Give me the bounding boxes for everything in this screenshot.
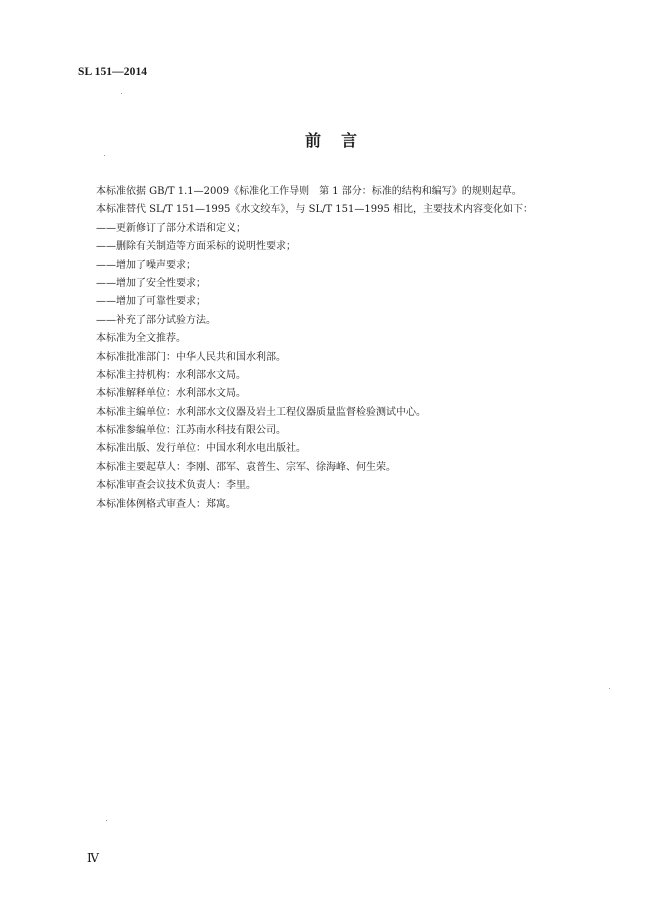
text-line: 本标准批准部门：中华人民共和国水利部。 [96,351,286,363]
text-line: 本标准依据 GB/T 1.1—2009《标准化工作导则 第 1 部分：标准的结构和编写》的规则起草。 [96,186,522,197]
text-line: 本标准体例格式审查人：郑寓。 [96,498,236,510]
change-item: ——增加了安全性要求； [96,277,206,289]
text-line: 本标准主编单位：水利部水文仪器及岩土工程仪器质量监督检验测试中心。 [96,406,426,418]
change-item: ——更新修订了部分术语和定义； [96,222,246,234]
scan-speck [106,820,107,821]
scan-speck [609,688,610,689]
change-item: ——增加了噪声要求； [96,259,196,271]
text-line: 本标准参编单位：江苏南水科技有限公司。 [96,425,286,437]
foreword-body [96,183,596,514]
text-line: 本标准为全文推荐。 [96,333,186,345]
change-item: ——删除有关制造等方面采标的说明性要求； [96,241,296,253]
text-line: 本标准主持机构：水利部水文局。 [96,369,246,381]
scan-speck [121,93,122,94]
page-title: 前言 [304,131,377,150]
text-line: 本标准主要起草人：李刚、邵军、袁普生、宗军、徐海峰、何生荣。 [96,461,396,473]
text-line: 本标准审查会议技术负责人：李里。 [96,480,256,492]
text-line: 本标准出版、发行单位：中国水利水电出版社。 [96,443,306,455]
change-item: ——补充了部分试验方法。 [96,314,216,326]
change-item: ——增加了可靠性要求； [96,296,206,308]
standard-code: SL 151—2014 [78,66,148,78]
text-line: 本标准替代 SL/T 151—1995《水文绞车》，与 SL/T 151—1995 相比，主要技术内容变化如下： [96,204,534,216]
page-number: Ⅳ [87,851,99,865]
text-line: 本标准解释单位：水利部水文局。 [96,388,246,400]
scan-speck [104,155,105,156]
